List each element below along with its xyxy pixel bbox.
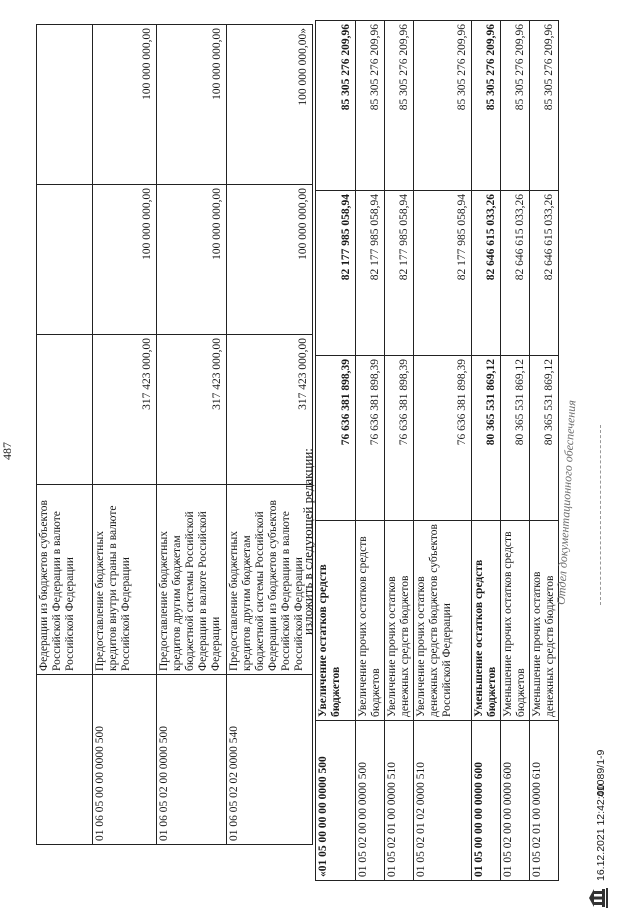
value-cell: 76 636 381 898,39	[356, 356, 385, 521]
value-cell: 100 000 000,00	[93, 185, 157, 335]
name-cell: Уменьшение прочих остатков денежных средств бюджетов	[530, 521, 559, 721]
value-cell: 85 305 276 209,96	[501, 21, 530, 191]
name-cell: Увеличение прочих остатков денежных средств бюджетов	[385, 521, 414, 721]
value-cell: 100 000 000,00	[157, 25, 227, 185]
value-cell: 76 636 381 898,39	[316, 356, 356, 521]
name-cell: Уменьшение остатков средств бюджетов	[472, 521, 501, 721]
page-number: 487	[0, 442, 14, 460]
value-cell: 100 000 000,00	[157, 185, 227, 335]
value-cell: 100 000 000,00	[93, 25, 157, 185]
name-cell: Предоставление бюджетных кредитов внутри страны в валюте Российской Федерации	[93, 485, 157, 675]
value-cell: 80 365 531 869,12	[501, 356, 530, 521]
value-cell: 85 305 276 209,96	[316, 21, 356, 191]
name-cell: Предоставление бюджетных кредитов другим бюджетам бюджетной системы Российской Федерации в валюте Российской Федерации	[157, 485, 227, 675]
value-cell: 82 177 985 058,94	[356, 191, 385, 356]
code-cell: 01 05 02 00 00 0000 600	[501, 721, 530, 881]
table-row	[157, 25, 227, 845]
table-row	[316, 21, 356, 881]
value-cell: 317 423 000,00	[227, 335, 313, 485]
table-row	[414, 21, 472, 881]
value-cell: 317 423 000,00	[93, 335, 157, 485]
value-cell: 80 365 531 869,12	[472, 356, 501, 521]
value-cell: 76 636 381 898,39	[414, 356, 472, 521]
table-row	[37, 25, 93, 845]
value-cell: 82 177 985 058,94	[316, 191, 356, 356]
table-row	[530, 21, 559, 881]
budget-table-top	[36, 24, 313, 845]
value-cell: 85 305 276 209,96	[472, 21, 501, 191]
value-cell: 85 305 276 209,96	[414, 21, 472, 191]
edit-caption: изложить в следующей редакции:	[300, 448, 315, 635]
table-row	[385, 21, 414, 881]
value-cell	[37, 335, 93, 485]
value-cell: 100 000 000,00»	[227, 25, 313, 185]
value-cell: 85 305 276 209,96	[385, 21, 414, 191]
value-cell	[37, 25, 93, 185]
budget-table-bottom-body	[316, 21, 559, 881]
value-cell: 76 636 381 898,39	[385, 356, 414, 521]
stamp-underline	[600, 425, 601, 605]
value-cell: 85 305 276 209,96	[530, 21, 559, 191]
name-cell: Федерации из бюджетов субъектов Российской Федерации в валюте Российской Федерации	[37, 485, 93, 675]
name-cell: Предоставление бюджетных кредитов другим бюджетам бюджетной системы Российской Федерации из бюджетов субъектов Российской Федерации в валюте Российской Федерации	[227, 485, 313, 675]
value-cell: 82 646 615 033,26	[530, 191, 559, 356]
value-cell: 82 646 615 033,26	[501, 191, 530, 356]
budget-table-bottom	[315, 20, 559, 881]
table-row	[356, 21, 385, 881]
value-cell: 82 177 985 058,94	[414, 191, 472, 356]
value-cell	[37, 185, 93, 335]
value-cell: 82 177 985 058,94	[385, 191, 414, 356]
code-cell: 01 06 05 02 02 0000 540	[227, 675, 313, 845]
document-logo-icon	[588, 887, 612, 909]
name-cell: Увеличение прочих остатков средств бюджетов	[356, 521, 385, 721]
name-cell: Уменьшение прочих остатков средств бюджетов	[501, 521, 530, 721]
code-cell: «01 05 00 00 00 0000 500	[316, 721, 356, 881]
name-cell: Увеличение остатков средств бюджетов	[316, 521, 356, 721]
code-cell: 01 05 02 00 00 0000 500	[356, 721, 385, 881]
value-cell: 82 646 615 033,26	[472, 191, 501, 356]
value-cell: 100 000 000,00	[227, 185, 313, 335]
code-cell: 01 05 00 00 00 0000 600	[472, 721, 501, 881]
code-cell	[37, 675, 93, 845]
code-cell: 01 05 02 01 02 0000 510	[414, 721, 472, 881]
code-cell: 01 06 05 00 00 0000 500	[93, 675, 157, 845]
code-cell: 01 06 05 02 00 0000 500	[157, 675, 227, 845]
archive-stamp: Отдел документационного обеспечения	[553, 399, 579, 606]
value-cell: 317 423 000,00	[157, 335, 227, 485]
table-row	[472, 21, 501, 881]
footer-date: 16.12.2021 12:42:00	[595, 784, 607, 881]
value-cell: 80 365 531 869,12	[530, 356, 559, 521]
value-cell: 85 305 276 209,96	[356, 21, 385, 191]
code-cell: 01 05 02 01 00 0000 610	[530, 721, 559, 881]
code-cell: 01 05 02 01 00 0000 510	[385, 721, 414, 881]
table-row	[227, 25, 313, 845]
name-cell: Увеличение прочих остатков денежных средств бюджетов субъектов Российской Федерации	[414, 521, 472, 721]
footer-doc-number: 41089/1-9	[595, 749, 607, 797]
table-row	[501, 21, 530, 881]
table-row	[93, 25, 157, 845]
budget-table-top-body	[37, 25, 313, 845]
